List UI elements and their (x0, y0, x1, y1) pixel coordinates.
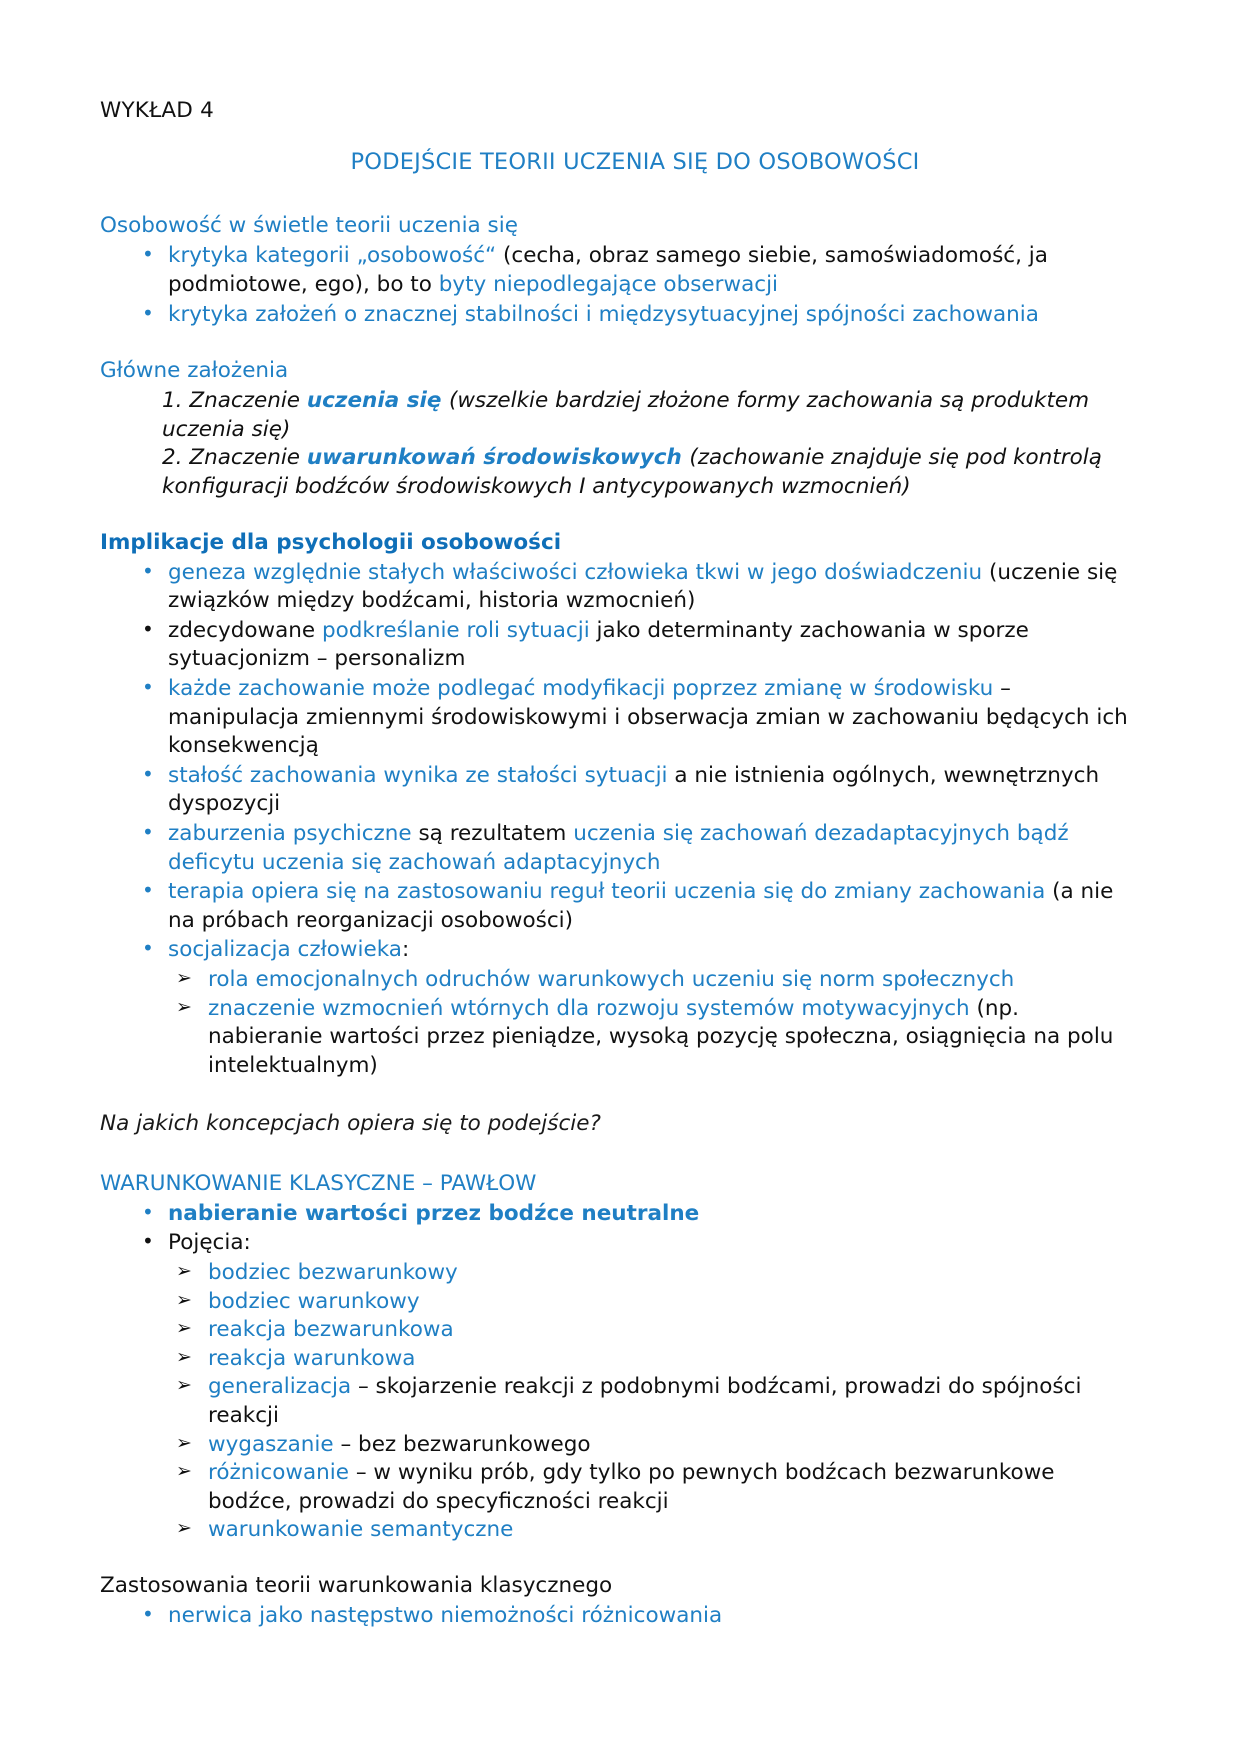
text-run: uwarunkowań środowiskowych (306, 445, 690, 471)
list-item (100, 1200, 1140, 1229)
text-run: warunkowanie semantyczne (208, 1517, 514, 1543)
text-run: terapia opiera się na zastosowaniu reguł teorii uczenia się do zmiany zachowania (168, 879, 1053, 905)
list-item (100, 936, 1140, 965)
text-run: geneza względnie stałych właściwości człowieka tkwi w jego doświadczeniu (168, 559, 989, 585)
list-item (100, 301, 1140, 330)
section3-sub-bullet-list (100, 966, 1140, 1080)
text-run: bodziec warunkowy (208, 1288, 420, 1314)
list-item (100, 1345, 1140, 1374)
text-run: generalizacja (208, 1374, 358, 1400)
text-run: podkreślanie roli sytuacji (321, 617, 597, 643)
list-item (100, 966, 1140, 995)
text-run: byty niepodlegające obserwacji (438, 272, 779, 297)
text-run: każde zachowanie może podlegać modyfikacji poprzez zmianę w środowisku (168, 675, 1001, 701)
list-item (100, 1373, 1140, 1430)
list-item (100, 820, 1140, 877)
text-run: uczenia się zachowań dezadaptacyjnych bądź deficytu uczenia się zachowań adaptacyjnych (168, 820, 1069, 875)
text-run: jako determinanty zachowania w sporze sytuacjonizm – personalizm (168, 617, 1029, 672)
text-run: – manipulacja zmiennymi środowiskowymi i obserwacja zmian w zachowaniu będących ich konsekwencją (168, 675, 1128, 759)
section5-bullet-list (100, 1602, 1140, 1631)
section3-bullet-list (100, 559, 1140, 965)
text-run: bodziec bezwarunkowy (208, 1260, 458, 1286)
section4-concepts-list (100, 1259, 1140, 1545)
page-title: PODEJŚCIE TEORII UCZENIA SIĘ DO OSOBOWOŚCI (350, 149, 920, 176)
list-item (100, 675, 1140, 761)
text-run: – w wyniku prób, gdy tylko po pewnych bodźcach bezwarunkowe bodźce, prowadzi do specyficzności reakcji (208, 1460, 1055, 1514)
text-run: Pojęcia: (168, 1230, 251, 1256)
spacer (100, 330, 1140, 356)
list-item (100, 1316, 1140, 1345)
section-heading-osobowosc: Osobowość w świetle teorii uczenia się (100, 213, 518, 239)
text-run: nerwica jako następstwo niemożności różnicowania (168, 1603, 723, 1629)
text-run: są rezultatem (418, 820, 574, 846)
text-run: reakcja bezwarunkowa (208, 1317, 454, 1343)
numbered-item (100, 444, 1140, 501)
list-item (100, 1431, 1140, 1460)
spacer (100, 1139, 1140, 1169)
text-run: (a nie na próbach reorganizacji osobowości) (168, 879, 1114, 933)
text-run: 1. Znaczenie (162, 388, 307, 414)
text-run: wygaszanie (208, 1431, 341, 1457)
text-run: (wszelkie bardziej złożone formy zachowania są produktem uczenia się) (162, 388, 1090, 442)
lecture-label: WYKŁAD 4 (100, 98, 214, 123)
text-run: – skojarzenie reakcji z podobnymi bodźcami, prowadzi do spójności reakcji (208, 1374, 1082, 1429)
text-run: rola emocjonalnych odruchów warunkowych uczeniu się norm społecznych (208, 966, 1015, 992)
list-item (100, 242, 1140, 299)
numbered-item (100, 387, 1140, 444)
text-run: reakcja warunkowa (208, 1345, 416, 1371)
list-item (100, 1288, 1140, 1317)
document-body (100, 96, 1140, 1631)
section-heading-glowne-zalozenia: Główne założenia (100, 358, 289, 384)
list-item (100, 995, 1140, 1081)
text-run: (uczenie się związków między bodźcami, historia wzmocnień) (168, 559, 1118, 614)
list-item (100, 762, 1140, 819)
text-run: – bez bezwarunkowego (340, 1431, 591, 1457)
list-item (100, 1602, 1140, 1631)
list-item (100, 1516, 1140, 1545)
section1-bullet-list (100, 242, 1140, 329)
text-run: (np. nabieranie wartości przez pieniądze, wysoką pozycję społeczna, osiągnięcia na polu intelektualnym) (208, 995, 1114, 1078)
text-run: różnicowanie (208, 1460, 356, 1486)
text-run: a nie istnienia ogólnych, wewnętrznych dyspozycji (168, 762, 1100, 817)
list-item (100, 1229, 1140, 1258)
text-run: socjalizacja człowieka (168, 937, 402, 963)
list-item (100, 1259, 1140, 1288)
section-heading-implikacje: Implikacje dla psychologii osobowości (100, 529, 562, 555)
list-item (100, 559, 1140, 616)
section4-bullet-list (100, 1200, 1140, 1258)
list-item (100, 617, 1140, 674)
section2-numbered-list (100, 387, 1140, 501)
text-run: : (401, 937, 410, 963)
text-run: stałość zachowania wynika ze stałości sytuacji (168, 762, 675, 788)
list-item (100, 878, 1140, 935)
section-heading-warunkowanie-klasyczne: WARUNKOWANIE KLASYCZNE – PAWŁOW (100, 1170, 537, 1196)
text-run: zaburzenia psychiczne (168, 820, 419, 846)
text-run: znaczenie wzmocnień wtórnych dla rozwoju systemów motywacyjnych (208, 995, 977, 1021)
section-heading-zastosowania: Zastosowania teorii warunkowania klasycznego (100, 1573, 613, 1599)
spacer (100, 1080, 1140, 1110)
text-run: nabieranie wartości przez bodźce neutralne (168, 1200, 700, 1226)
text-run: krytyka założeń o znacznej stabilności i międzysytuacyjnej spójności zachowania (168, 301, 1039, 327)
list-item (100, 1459, 1140, 1516)
text-run: 2. Znaczenie (162, 445, 307, 471)
spacer (100, 1545, 1140, 1571)
text-run: uczenia się (306, 388, 449, 414)
text-run: (zachowanie znajduje się pod kontrolą konfiguracji bodźców środowiskowych I antycypowanych wzmocnień) (162, 445, 1102, 499)
text-run: krytyka kategorii „osobowość“ (168, 243, 503, 269)
spacer (100, 502, 1140, 528)
text-run: (cecha, obraz samego siebie, samoświadomość, ja podmiotowe, ego), bo to (168, 243, 1048, 297)
reflection-question: Na jakich koncepcjach opiera się to podejście? (100, 1111, 601, 1137)
text-run: zdecydowane (168, 617, 322, 643)
